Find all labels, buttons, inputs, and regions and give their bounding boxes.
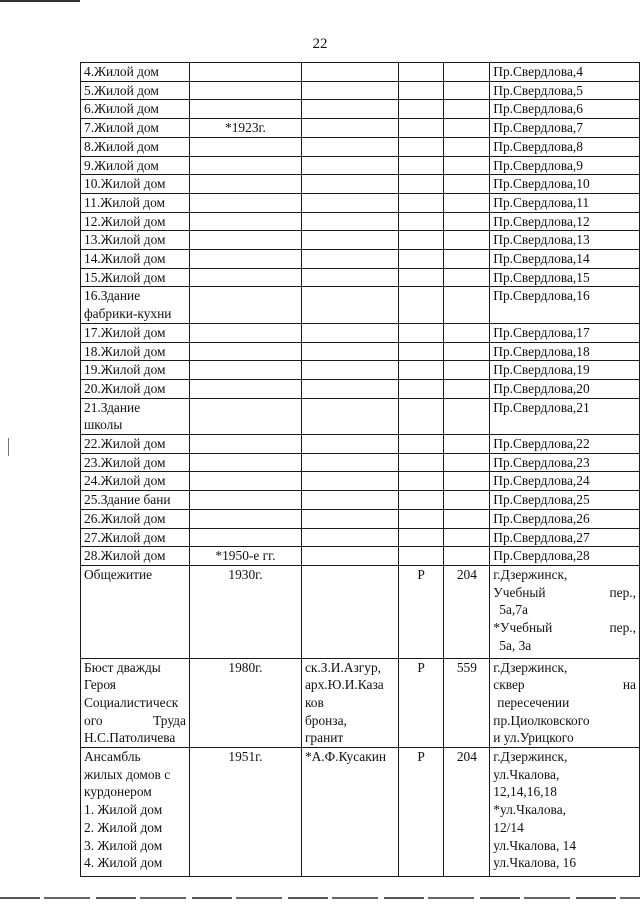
table-row <box>81 748 640 877</box>
number-cell <box>444 193 490 212</box>
number-cell <box>444 63 490 82</box>
authors-cell <box>301 212 398 231</box>
authors-cell <box>301 287 398 323</box>
year-cell <box>189 156 301 175</box>
category-cell <box>398 63 444 82</box>
object-name-cell: Бюст дважды Героя Социалистическ ого Труда Н.С.Патоличева <box>81 658 190 748</box>
year-cell <box>189 398 301 434</box>
table-row <box>81 175 640 194</box>
table-row <box>81 435 640 454</box>
table-row <box>81 342 640 361</box>
authors-cell <box>301 361 398 380</box>
category-cell <box>398 175 444 194</box>
category-cell <box>398 287 444 323</box>
object-name-cell: 19.Жилой дом <box>81 361 190 380</box>
address-cell: Пр.Свердлова,8 <box>490 137 640 156</box>
scan-edge-top <box>0 0 80 2</box>
authors-cell: *А.Ф.Кусакин <box>301 748 398 877</box>
table-row <box>81 268 640 287</box>
year-cell <box>189 175 301 194</box>
authors-cell <box>301 193 398 212</box>
category-cell <box>398 509 444 528</box>
object-name-cell: 25.Здание бани <box>81 491 190 510</box>
category-cell <box>398 119 444 138</box>
category-cell <box>398 528 444 547</box>
authors-cell <box>301 342 398 361</box>
year-cell <box>189 453 301 472</box>
number-cell <box>444 250 490 269</box>
number-cell: 204 <box>444 748 490 877</box>
authors-cell <box>301 398 398 434</box>
address-cell: Пр.Свердлова,26 <box>490 509 640 528</box>
table-row <box>81 119 640 138</box>
table-row <box>81 565 640 658</box>
table-row <box>81 100 640 119</box>
object-name-cell: 28.Жилой дом <box>81 547 190 566</box>
year-cell <box>189 509 301 528</box>
category-cell <box>398 342 444 361</box>
year-cell <box>189 250 301 269</box>
object-name-cell: 27.Жилой дом <box>81 528 190 547</box>
table-row <box>81 287 640 323</box>
category-cell <box>398 231 444 250</box>
number-cell <box>444 528 490 547</box>
authors-cell <box>301 453 398 472</box>
category-cell: Р <box>398 748 444 877</box>
object-name-cell: 5.Жилой дом <box>81 81 190 100</box>
address-cell: Пр.Свердлова,5 <box>490 81 640 100</box>
address-cell: Пр.Свердлова,16 <box>490 287 640 323</box>
authors-cell <box>301 528 398 547</box>
simple-rows <box>81 63 640 566</box>
number-cell <box>444 453 490 472</box>
number-cell <box>444 231 490 250</box>
year-cell <box>189 137 301 156</box>
number-cell <box>444 547 490 566</box>
object-name-cell: 17.Жилой дом <box>81 323 190 342</box>
scan-edge-bottom <box>0 897 640 899</box>
year-cell: *1923г. <box>189 119 301 138</box>
authors-cell <box>301 100 398 119</box>
table-row <box>81 250 640 269</box>
year-cell <box>189 323 301 342</box>
authors-cell <box>301 565 398 658</box>
authors-cell <box>301 509 398 528</box>
address-cell: Пр.Свердлова,24 <box>490 472 640 491</box>
address-cell: Пр.Свердлова,9 <box>490 156 640 175</box>
authors-cell <box>301 63 398 82</box>
number-cell <box>444 212 490 231</box>
address-cell: Пр.Свердлова,22 <box>490 435 640 454</box>
authors-cell <box>301 491 398 510</box>
category-cell: Р <box>398 658 444 748</box>
category-cell <box>398 323 444 342</box>
authors-cell <box>301 137 398 156</box>
number-cell <box>444 361 490 380</box>
category-cell <box>398 435 444 454</box>
object-name-cell: 4.Жилой дом <box>81 63 190 82</box>
category-cell <box>398 472 444 491</box>
address-cell: Пр.Свердлова,17 <box>490 323 640 342</box>
special-rows <box>81 565 640 876</box>
authors-cell <box>301 323 398 342</box>
number-cell <box>444 435 490 454</box>
category-cell <box>398 81 444 100</box>
table-row <box>81 509 640 528</box>
address-cell: г.Дзержинск, сквер на пересечении пр.Циолковского и ул.Урицкого <box>490 658 640 748</box>
number-cell <box>444 137 490 156</box>
address-cell: Пр.Свердлова,15 <box>490 268 640 287</box>
year-cell <box>189 528 301 547</box>
table-row <box>81 156 640 175</box>
object-name-cell: 21.Здание школы <box>81 398 190 434</box>
category-cell <box>398 268 444 287</box>
number-cell <box>444 491 490 510</box>
table-row <box>81 547 640 566</box>
address-cell: Пр.Свердлова,25 <box>490 491 640 510</box>
category-cell <box>398 212 444 231</box>
address-cell: Пр.Свердлова,6 <box>490 100 640 119</box>
number-cell <box>444 287 490 323</box>
object-name-cell: 22.Жилой дом <box>81 435 190 454</box>
authors-cell <box>301 175 398 194</box>
table-row <box>81 398 640 434</box>
authors-cell <box>301 379 398 398</box>
table-row <box>81 193 640 212</box>
table-row <box>81 137 640 156</box>
category-cell: Р <box>398 565 444 658</box>
table-row <box>81 231 640 250</box>
year-cell <box>189 491 301 510</box>
object-name-cell: 7.Жилой дом <box>81 119 190 138</box>
table-row <box>81 323 640 342</box>
page-number: 22 <box>312 36 328 52</box>
number-cell <box>444 175 490 194</box>
authors-cell <box>301 81 398 100</box>
address-cell: Пр.Свердлова,28 <box>490 547 640 566</box>
year-cell <box>189 231 301 250</box>
object-name-cell: 15.Жилой дом <box>81 268 190 287</box>
number-cell <box>444 323 490 342</box>
year-cell <box>189 100 301 119</box>
address-cell: Пр.Свердлова,18 <box>490 342 640 361</box>
category-cell <box>398 250 444 269</box>
year-cell <box>189 287 301 323</box>
table-row <box>81 361 640 380</box>
object-name-cell: 9.Жилой дом <box>81 156 190 175</box>
authors-cell <box>301 119 398 138</box>
category-cell <box>398 547 444 566</box>
address-cell: г.Дзержинск, Учебный пер., 5а,7а *Учебный пер., 5а, 3а <box>490 565 640 658</box>
address-cell: Пр.Свердлова,21 <box>490 398 640 434</box>
number-cell: 559 <box>444 658 490 748</box>
number-cell: 204 <box>444 565 490 658</box>
authors-cell <box>301 547 398 566</box>
address-cell: Пр.Свердлова,7 <box>490 119 640 138</box>
object-name-cell: 24.Жилой дом <box>81 472 190 491</box>
year-cell <box>189 435 301 454</box>
number-cell <box>444 156 490 175</box>
object-name-cell: 14.Жилой дом <box>81 250 190 269</box>
category-cell <box>398 137 444 156</box>
authors-cell <box>301 231 398 250</box>
authors-cell: ск.З.И.Азгур, арх.Ю.И.Каза ков бронза, гранит <box>301 658 398 748</box>
object-name-cell: 12.Жилой дом <box>81 212 190 231</box>
address-cell: Пр.Свердлова,27 <box>490 528 640 547</box>
object-name-cell: 11.Жилой дом <box>81 193 190 212</box>
address-cell: г.Дзержинск, ул.Чкалова, 12,14,16,18 *ул.Чкалова, 12/14 ул.Чкалова, 14 ул.Чкалова, 16 <box>490 748 640 877</box>
year-cell <box>189 212 301 231</box>
table-row <box>81 212 640 231</box>
table-row <box>81 658 640 748</box>
category-cell <box>398 193 444 212</box>
table-row <box>81 81 640 100</box>
object-name-cell: 13.Жилой дом <box>81 231 190 250</box>
year-cell <box>189 342 301 361</box>
category-cell <box>398 100 444 119</box>
authors-cell <box>301 435 398 454</box>
year-cell <box>189 472 301 491</box>
table-row <box>81 63 640 82</box>
object-name-cell: 20.Жилой дом <box>81 379 190 398</box>
table-row <box>81 453 640 472</box>
number-cell <box>444 472 490 491</box>
year-cell <box>189 361 301 380</box>
authors-cell <box>301 268 398 287</box>
address-cell: Пр.Свердлова,14 <box>490 250 640 269</box>
address-cell: Пр.Свердлова,4 <box>490 63 640 82</box>
address-cell: Пр.Свердлова,20 <box>490 379 640 398</box>
address-cell: Пр.Свердлова,23 <box>490 453 640 472</box>
number-cell <box>444 379 490 398</box>
number-cell <box>444 509 490 528</box>
authors-cell <box>301 250 398 269</box>
number-cell <box>444 81 490 100</box>
number-cell <box>444 342 490 361</box>
address-cell: Пр.Свердлова,12 <box>490 212 640 231</box>
category-cell <box>398 491 444 510</box>
category-cell <box>398 398 444 434</box>
category-cell <box>398 379 444 398</box>
year-cell <box>189 268 301 287</box>
object-name-cell: 6.Жилой дом <box>81 100 190 119</box>
table-row <box>81 379 640 398</box>
scan-artifact <box>8 438 9 456</box>
year-cell <box>189 193 301 212</box>
table-row <box>81 491 640 510</box>
category-cell <box>398 361 444 380</box>
year-cell: 1930г. <box>189 565 301 658</box>
object-name-cell: 26.Жилой дом <box>81 509 190 528</box>
object-name-cell: 16.Здание фабрики-кухни <box>81 287 190 323</box>
object-name-cell: Ансамбль жилых домов с курдонером 1. Жилой дом 2. Жилой дом 3. Жилой дом 4. Жилой дом <box>81 748 190 877</box>
year-cell: 1951г. <box>189 748 301 877</box>
address-cell: Пр.Свердлова,10 <box>490 175 640 194</box>
table-row <box>81 528 640 547</box>
year-cell <box>189 379 301 398</box>
number-cell <box>444 100 490 119</box>
category-cell <box>398 156 444 175</box>
category-cell <box>398 453 444 472</box>
object-name-cell: Общежитие <box>81 565 190 658</box>
object-name-cell: 10.Жилой дом <box>81 175 190 194</box>
table-row <box>81 472 640 491</box>
object-name-cell: 8.Жилой дом <box>81 137 190 156</box>
object-name-cell: 23.Жилой дом <box>81 453 190 472</box>
year-cell: *1950-е гг. <box>189 547 301 566</box>
authors-cell <box>301 472 398 491</box>
number-cell <box>444 268 490 287</box>
number-cell <box>444 398 490 434</box>
authors-cell <box>301 156 398 175</box>
year-cell <box>189 81 301 100</box>
year-cell: 1980г. <box>189 658 301 748</box>
number-cell <box>444 119 490 138</box>
address-cell: Пр.Свердлова,13 <box>490 231 640 250</box>
address-cell: Пр.Свердлова,11 <box>490 193 640 212</box>
address-cell: Пр.Свердлова,19 <box>490 361 640 380</box>
monuments-table <box>80 62 640 877</box>
object-name-cell: 18.Жилой дом <box>81 342 190 361</box>
year-cell <box>189 63 301 82</box>
